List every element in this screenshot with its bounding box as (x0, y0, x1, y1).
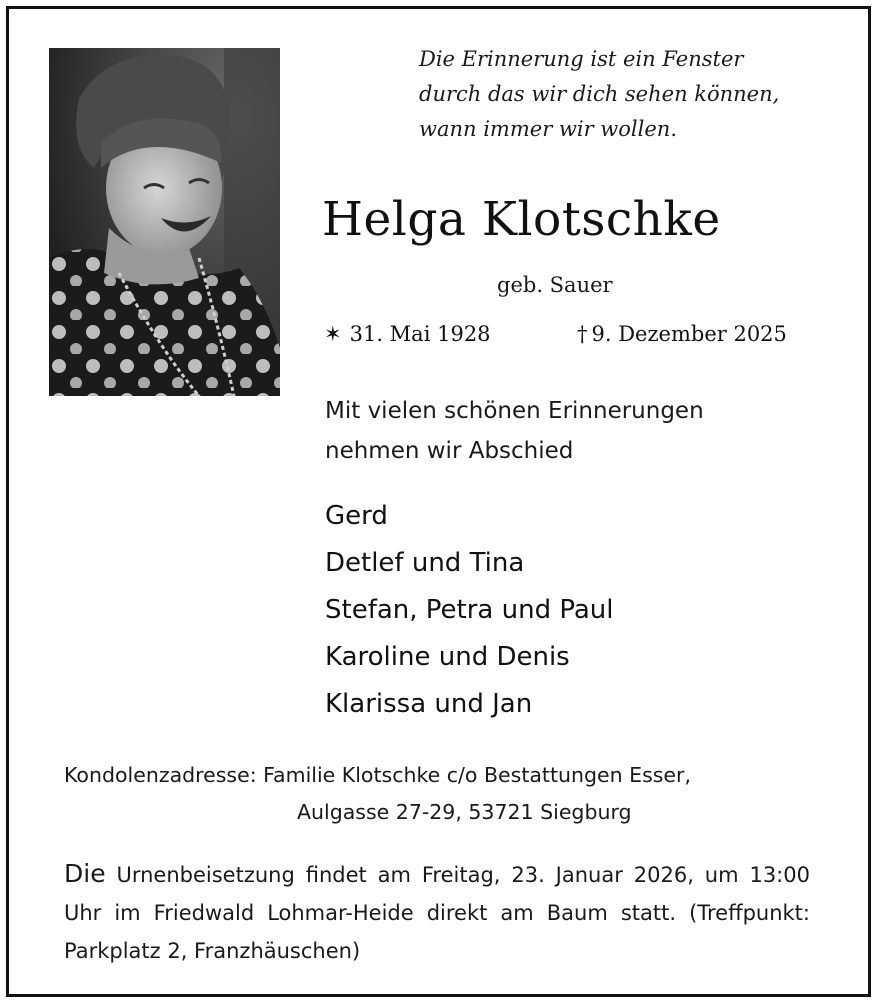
family-member: Detlef und Tina (325, 548, 525, 578)
burial-first-word: Die (64, 859, 106, 888)
birth-date: 31. Mai 1928 (349, 322, 491, 346)
family-list (325, 493, 614, 728)
farewell-line: nehmen wir Abschied (325, 438, 574, 464)
farewell-line: Mit vielen schönen Erinnerungen (325, 398, 704, 424)
birth-star-icon: ✶ (324, 322, 342, 346)
death-date-line (577, 322, 787, 346)
quote-line: wann immer wir wollen. (419, 117, 677, 141)
farewell-text (325, 391, 704, 471)
birth-date-line (324, 322, 491, 346)
family-member: Stefan, Petra und Paul (325, 595, 614, 625)
death-date: 9. Dezember 2025 (591, 322, 787, 346)
family-member: Karoline und Denis (325, 642, 570, 672)
burial-text: Urnenbeisetzung findet am Freitag, 23. Januar 2026, um 13:00 Uhr im Friedwald Lohmar-Heide direkt am Baum statt. (Treffpunkt: Parkplatz 2, Franzhäuschen) (64, 863, 810, 963)
death-cross-icon: † (577, 322, 588, 346)
quote-line: Die Erinnerung ist ein Fenster (419, 47, 744, 71)
condolence-address-line2: Aulgasse 27-29, 53721 Siegburg (297, 800, 632, 824)
portrait-photo-illustration (49, 48, 280, 396)
family-member: Gerd (325, 501, 388, 531)
quote-line: durch das wir dich sehen können, (419, 82, 780, 106)
deceased-name: Helga Klotschke (322, 192, 721, 247)
maiden-name: geb. Sauer (497, 273, 613, 297)
memorial-quote (419, 42, 839, 147)
family-member: Klarissa und Jan (325, 689, 533, 719)
portrait-photo (49, 48, 280, 396)
burial-notice (64, 855, 810, 970)
condolence-address-line1: Kondolenzadresse: Familie Klotschke c/o Bestattungen Esser, (64, 763, 691, 787)
